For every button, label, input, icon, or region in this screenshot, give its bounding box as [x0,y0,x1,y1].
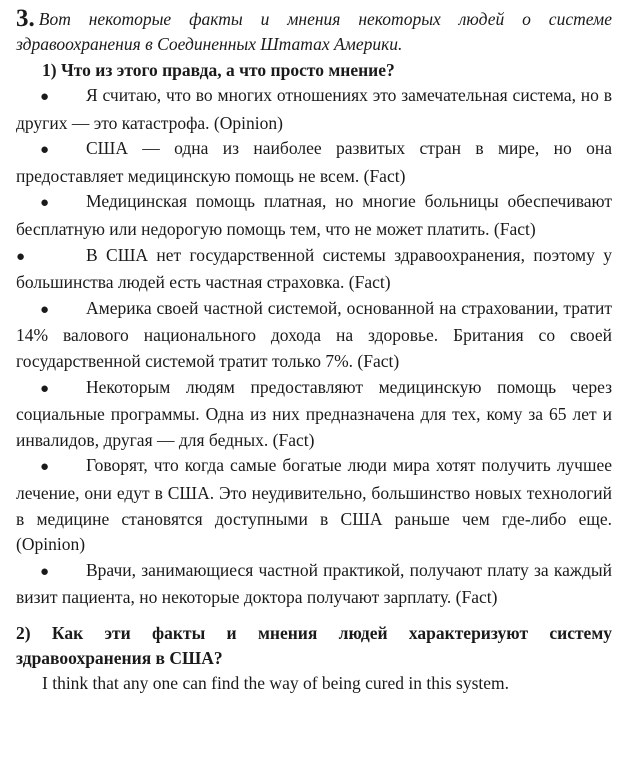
statement-text: Некоторым людям предоставляют медицинскую помощь через социальные программы. Одна из них предназначена для тех, кому за 65 лет и инвалидов, другая — для бедных. (Fact) [16,376,612,450]
bullet-icon: ● [40,459,50,476]
list-item [16,453,612,557]
question-1: 1) Что из этого правда, а что просто мнение? [42,60,395,80]
list-item [16,83,612,136]
list-item [16,296,612,375]
statement-text: Врачи, занимающиеся частной практикой, получают плату за каждый визит пациента, но некоторые доктора получают зарплату. (Fact) [16,559,612,608]
list-item [16,243,612,296]
statement-text: Я считаю, что во многих отношениях это замечательная система, но в других — это катастрофа. (Opinion) [16,85,612,133]
bullet-icon: ● [40,89,50,105]
question-2: 2) Как эти факты и мнения людей характеризуют систему здравоохранения в США? [16,622,612,668]
statement-text: Медицинская помощь платная, но многие больницы обеспечивают бесплатную или недорогую помощь тем, что не может платить. (Fact) [16,191,612,239]
task-number: 3. [16,5,35,32]
bullet-icon: ● [40,195,50,212]
bullet-icon: ● [40,563,50,580]
bullet-icon: ● [40,142,50,159]
list-item [16,375,612,454]
bullet-icon: ● [40,301,50,318]
statement-text: Америка своей частной системой, основанной на страховании, тратит 14% валового национального дохода на здоровье. Британия со своей государственной системой тратит только 7%. (Fact) [16,297,612,371]
list-item [16,558,612,611]
statement-text: В США нет государственной системы здравоохранения, поэтому у большинства людей есть частная страховка. (Fact) [16,244,612,293]
statement-text: США — одна из наиболее развитых стран в мире, но она предоставляет медицинскую помощь не всем. (Fact) [16,138,612,186]
bullet-icon: ● [16,248,26,265]
list-item [16,136,612,189]
list-item [16,189,612,242]
statement-text: Говорят, что когда самые богатые люди мира хотят получить лучшее лечение, они едут в США. Это неудивительно, большинство новых технологий в медицине становятся доступными в США раньше чем где-либо еще. (Opinion) [16,455,612,555]
bullet-icon: ● [40,380,50,397]
answer-text: I think that any one can find the way of being cured in this system. [42,672,510,693]
task-intro-text: Вот некоторые факты и мнения некоторых людей о системе здравоохранения в Соединенных Штатах Америки. [16,9,612,54]
task-intro [16,6,612,57]
statement-list [16,83,612,611]
